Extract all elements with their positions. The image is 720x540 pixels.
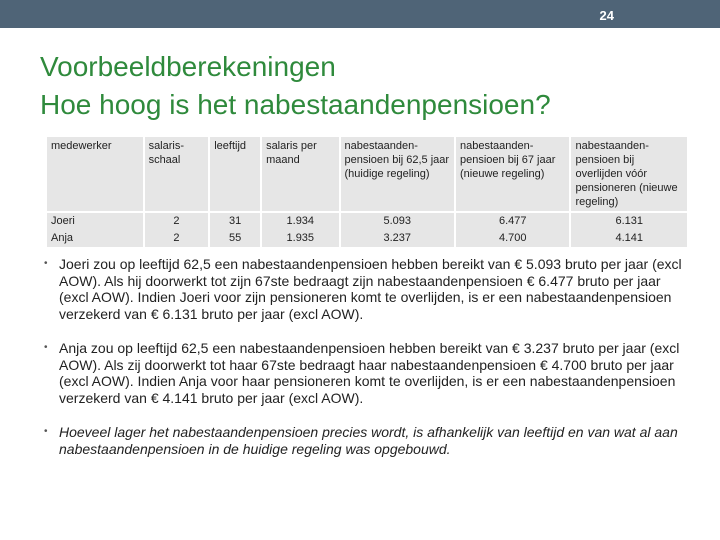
cell-pensioen-overlijden: 6.131: [571, 213, 687, 230]
page-number: 24: [599, 8, 614, 23]
pension-table: [45, 137, 689, 247]
slide-title: [40, 48, 551, 124]
header-salaris-per-maand: salaris per maand: [262, 137, 338, 213]
table-row: [47, 230, 687, 247]
header-pensioen-67: nabestaanden-pensioen bij 67 jaar (nieuwe regeling): [456, 137, 569, 213]
cell-leeftijd: 55: [210, 230, 260, 247]
bullet-dot-icon: •: [44, 258, 48, 269]
cell-salaris: 1.935: [262, 230, 338, 247]
cell-salarisschaal: 2: [145, 213, 209, 230]
title-line-1: Voorbeeldberekeningen: [40, 51, 336, 82]
header-pensioen-62-5: nabestaanden-pensioen bij 62,5 jaar (huidige regeling): [341, 137, 454, 213]
table-header-row: [47, 137, 687, 213]
cell-salarisschaal: 2: [145, 230, 209, 247]
header-medewerker: medewerker: [47, 137, 143, 213]
cell-pensioen-67: 6.477: [456, 213, 569, 230]
cell-medewerker: Joeri: [47, 213, 143, 230]
bullet-text: Hoeveel lager het nabestaandenpensioen precies wordt, is afhankelijk van leeftijd en van wat al aan nabestaandenpensioen in de huidige regeling was opgebouwd.: [59, 424, 678, 457]
bullet-dot-icon: •: [44, 426, 48, 437]
cell-pensioen-62-5: 5.093: [341, 213, 454, 230]
header-salarisschaal: salaris-schaal: [145, 137, 209, 213]
title-line-2: Hoe hoog is het nabestaandenpensioen?: [40, 89, 551, 120]
bullet-item: [44, 340, 684, 406]
bullet-list: [44, 256, 684, 475]
bullet-dot-icon: •: [44, 342, 48, 353]
header-pensioen-overlijden: nabestaanden-pensioen bij overlijden vóór pensioneren (nieuwe regeling): [571, 137, 687, 213]
cell-leeftijd: 31: [210, 213, 260, 230]
cell-pensioen-overlijden: 4.141: [571, 230, 687, 247]
header-leeftijd: leeftijd: [210, 137, 260, 213]
table-row: [47, 213, 687, 230]
bullet-text: Joeri zou op leeftijd 62,5 een nabestaandenpensioen hebben bereikt van € 5.093 bruto per jaar (excl AOW). Als hij doorwerkt tot zijn 67ste bedraagt zijn nabestaandenpensioen € 6.477 bruto per jaar (excl AOW). Indien Joeri voor zijn pensioneren komt te overlijden, is er een nabestaandenpensioen verzekerd van € 6.131 bruto per jaar (excl AOW).: [59, 256, 682, 322]
cell-salaris: 1.934: [262, 213, 338, 230]
bullet-item: [44, 424, 684, 457]
bullet-item: [44, 256, 684, 322]
cell-pensioen-67: 4.700: [456, 230, 569, 247]
top-bar: [0, 0, 720, 28]
cell-pensioen-62-5: 3.237: [341, 230, 454, 247]
bullet-text: Anja zou op leeftijd 62,5 een nabestaandenpensioen hebben bereikt van € 3.237 bruto per jaar (excl AOW). Als zij doorwerkt tot haar 67ste bedraagt haar nabestaandenpensioen € 4.700 bruto per jaar (excl AOW). Indien Anja voor haar pensioneren komt te overlijden, is er een nabestaandenpensioen verzekerd van € 4.141 bruto per jaar (excl AOW).: [59, 340, 680, 406]
cell-medewerker: Anja: [47, 230, 143, 247]
